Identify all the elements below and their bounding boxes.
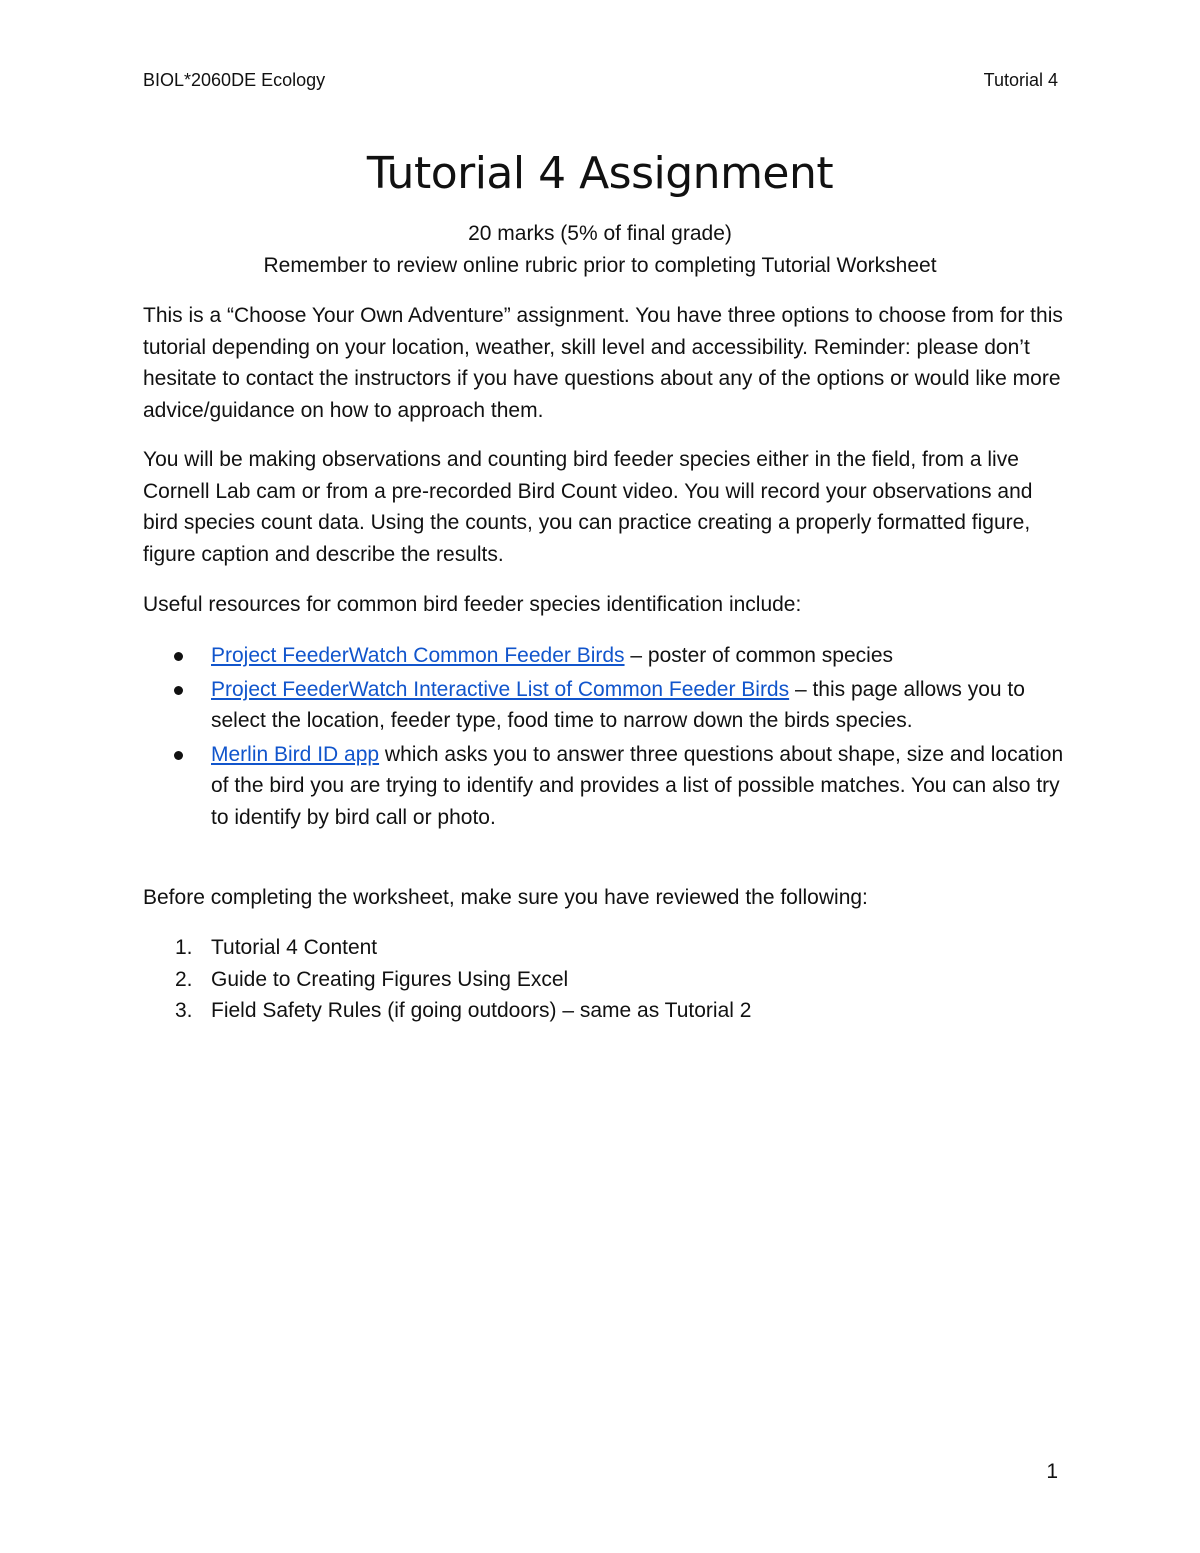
page-number: 1 — [1046, 1460, 1058, 1483]
list-item — [143, 932, 1073, 964]
review-list — [143, 932, 1073, 1027]
rubric-reminder: Remember to review online rubric prior to completing Tutorial Worksheet — [263, 254, 937, 277]
resource-description: which asks you to answer three questions about shape, size and location of the bird you are trying to identify and provides a list of possible matches. You can also try to identify by bird call or photo. — [211, 742, 1064, 829]
header-section: Tutorial 4 — [983, 70, 1058, 90]
resources-list — [143, 640, 1073, 835]
observations-paragraph: You will be making observations and counting bird feeder species either in the field, from a live Cornell Lab cam or from a pre-recorded Bird Count video. You will record your observations and bird species count data. Using the counts, you can practice creating a properly formatted figure, figure caption and describe the results. — [143, 448, 1033, 566]
resource-description: – this page allows you to select the location, feeder type, food time to narrow down the birds species. — [211, 677, 1025, 732]
intro-paragraph: This is a “Choose Your Own Adventure” assignment. You have three options to choose from for this tutorial depending on your location, weather, skill level and accessibility. Reminder: please don’t hesitate to contact the instructors if you have questions about any of the options or would like more advice/guidance on how to approach them. — [143, 304, 1063, 422]
list-item — [143, 739, 1073, 834]
bullet-icon — [174, 751, 183, 760]
list-number: 3. — [175, 999, 193, 1022]
review-item-text: Tutorial 4 Content — [211, 936, 378, 959]
feederwatch-interactive-list-link[interactable]: Project FeederWatch Interactive List of Common Feeder Birds — [211, 677, 790, 701]
list-item — [143, 674, 1073, 737]
list-item — [143, 995, 1073, 1027]
list-number: 2. — [175, 967, 193, 991]
marks-subtitle: 20 marks (5% of final grade) — [468, 222, 732, 245]
resource-description: – poster of common species — [624, 644, 894, 667]
review-item-text: Guide to Creating Figures Using Excel — [211, 967, 569, 991]
review-item-text: Field Safety Rules (if going outdoors) – same as Tutorial 2 — [211, 999, 752, 1022]
header-course: BIOL*2060DE Ecology — [143, 70, 326, 90]
resources-intro: Useful resources for common bird feeder species identification include: — [143, 593, 802, 616]
bullet-icon — [174, 686, 183, 695]
review-intro: Before completing the worksheet, make sure you have reviewed the following: — [143, 886, 868, 909]
list-number: 1. — [175, 936, 193, 959]
bullet-icon — [174, 652, 183, 661]
list-item — [143, 964, 1073, 996]
page-title: Tutorial 4 Assignment — [366, 148, 834, 199]
merlin-bird-id-link[interactable]: Merlin Bird ID app — [211, 742, 380, 766]
list-item — [143, 640, 1073, 672]
feederwatch-common-birds-link[interactable]: Project FeederWatch Common Feeder Birds — [211, 644, 625, 667]
